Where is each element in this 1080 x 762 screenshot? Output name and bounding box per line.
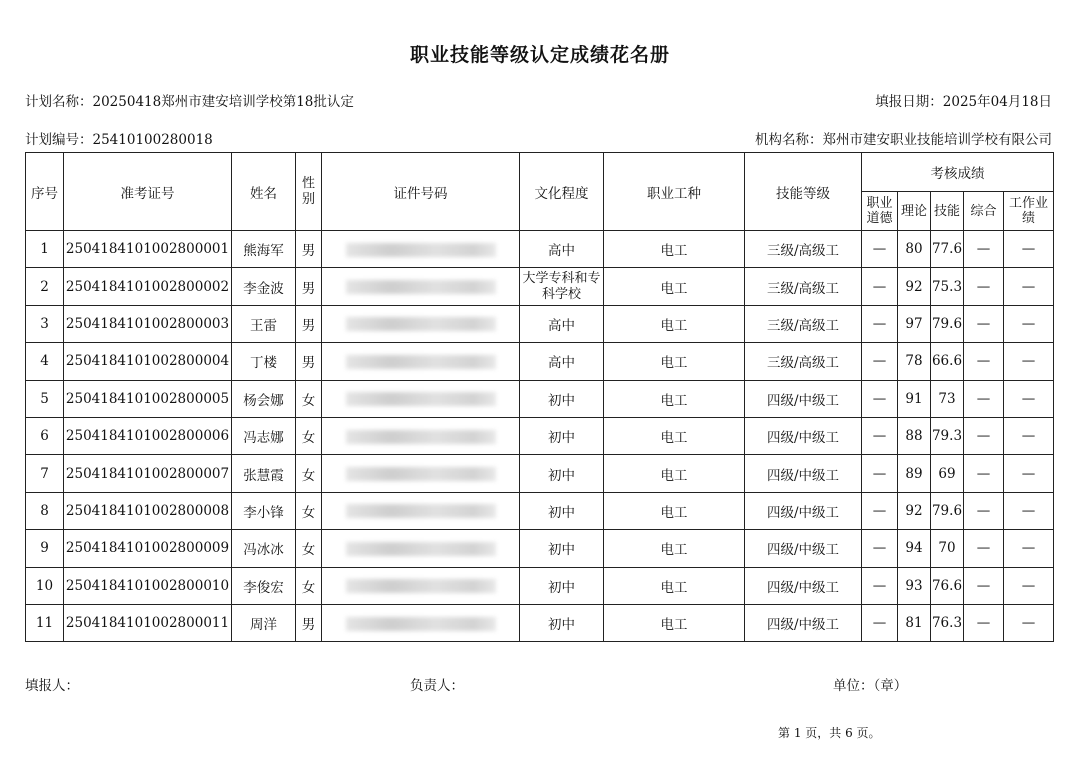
header-name: 姓名 [232,153,296,231]
cell-education: 初中 [520,417,604,454]
cell-overall: — [964,604,1004,641]
cell-seq: 10 [26,567,64,604]
cell-education: 高中 [520,305,604,342]
cell-name: 李小锋 [232,492,296,529]
header-overall: 综合 [964,192,1004,231]
redaction-blur [346,504,496,518]
redaction-blur [346,467,496,481]
table-row [26,604,1054,641]
cell-gender: 女 [296,567,322,604]
cell-ticket: 2504184101002800009 [64,530,232,567]
cell-seq: 6 [26,417,64,454]
org-name: 机构名称：郑州市建安职业技能培训学校有限公司 [755,132,1052,148]
table-row [26,492,1054,529]
cell-skill: 75.3 [931,268,964,305]
header-skill: 技能 [931,192,964,231]
id-number-redacted [322,268,520,305]
redaction-blur [346,280,496,294]
cell-ticket: 2504184101002800011 [64,604,232,641]
cell-gender: 女 [296,455,322,492]
cell-occupation: 电工 [604,268,745,305]
cell-occupation: 电工 [604,343,745,380]
cell-ethics: — [862,604,898,641]
cell-gender: 男 [296,268,322,305]
cell-seq: 7 [26,455,64,492]
cell-level: 四级/中级工 [745,604,862,641]
cell-occupation: 电工 [604,530,745,567]
id-number-redacted [322,604,520,641]
cell-theory: 91 [898,380,931,417]
table-row [26,567,1054,604]
header-scores: 考核成绩 [862,153,1054,192]
cell-ethics: — [862,492,898,529]
cell-theory: 81 [898,604,931,641]
cell-theory: 94 [898,530,931,567]
cell-work: — [1004,343,1054,380]
cell-skill: 79.3 [931,417,964,454]
cell-education: 大学专科和专科学校 [520,268,604,305]
cell-ethics: — [862,417,898,454]
redaction-blur [346,243,496,257]
cell-ethics: — [862,343,898,380]
cell-theory: 97 [898,305,931,342]
roster-body [26,231,1054,642]
id-number-redacted [322,343,520,380]
cell-name: 王雷 [232,305,296,342]
cell-work: — [1004,530,1054,567]
cell-ticket: 2504184101002800004 [64,343,232,380]
id-number-redacted [322,455,520,492]
redaction-blur [346,430,496,444]
cell-overall: — [964,417,1004,454]
cell-seq: 9 [26,530,64,567]
cell-education: 初中 [520,492,604,529]
filler-label: 填报人： [25,678,79,694]
cell-gender: 男 [296,343,322,380]
cell-skill: 66.6 [931,343,964,380]
cell-gender: 女 [296,492,322,529]
cell-ticket: 2504184101002800006 [64,417,232,454]
cell-seq: 5 [26,380,64,417]
cell-education: 初中 [520,604,604,641]
cell-ethics: — [862,455,898,492]
cell-occupation: 电工 [604,455,745,492]
header-gender: 性别 [296,153,322,231]
cell-theory: 93 [898,567,931,604]
cell-overall: — [964,343,1004,380]
cell-theory: 88 [898,417,931,454]
cell-occupation: 电工 [604,231,745,268]
cell-work: — [1004,417,1054,454]
cell-theory: 89 [898,455,931,492]
cell-overall: — [964,455,1004,492]
redaction-blur [346,317,496,331]
cell-name: 冯冰冰 [232,530,296,567]
cell-skill: 79.6 [931,492,964,529]
cell-occupation: 电工 [604,567,745,604]
page-number: 第 1 页，共 6 页。 [778,726,881,740]
cell-education: 初中 [520,380,604,417]
cell-work: — [1004,305,1054,342]
cell-work: — [1004,567,1054,604]
cell-level: 四级/中级工 [745,492,862,529]
cell-seq: 2 [26,268,64,305]
cell-overall: — [964,380,1004,417]
cell-ethics: — [862,567,898,604]
plan-name: 计划名称：20250418郑州市建安培训学校第18批认定 [25,94,354,110]
cell-overall: — [964,305,1004,342]
cell-occupation: 电工 [604,604,745,641]
cell-work: — [1004,604,1054,641]
cell-work: — [1004,492,1054,529]
cell-ticket: 2504184101002800007 [64,455,232,492]
cell-gender: 女 [296,530,322,567]
cell-work: — [1004,268,1054,305]
responsible-label: 负责人： [410,678,464,694]
cell-ticket: 2504184101002800003 [64,305,232,342]
id-number-redacted [322,567,520,604]
cell-seq: 4 [26,343,64,380]
cell-seq: 11 [26,604,64,641]
cell-skill: 73 [931,380,964,417]
redaction-blur [346,542,496,556]
cell-name: 周洋 [232,604,296,641]
cell-name: 丁楼 [232,343,296,380]
id-number-redacted [322,530,520,567]
header-occupation: 职业工种 [604,153,745,231]
cell-gender: 男 [296,231,322,268]
cell-skill: 79.6 [931,305,964,342]
cell-education: 初中 [520,455,604,492]
cell-level: 四级/中级工 [745,567,862,604]
id-number-redacted [322,380,520,417]
fill-date: 填报日期：2025年04月18日 [875,94,1052,110]
cell-overall: — [964,567,1004,604]
header-theory: 理论 [898,192,931,231]
cell-ethics: — [862,530,898,567]
header-work: 工作业绩 [1004,192,1054,231]
cell-theory: 80 [898,231,931,268]
cell-ethics: — [862,380,898,417]
cell-skill: 70 [931,530,964,567]
plan-number: 计划编号：25410100280018 [25,132,213,148]
cell-overall: — [964,231,1004,268]
cell-ticket: 2504184101002800010 [64,567,232,604]
cell-name: 李俊宏 [232,567,296,604]
cell-education: 高中 [520,343,604,380]
table-row [26,343,1054,380]
cell-skill: 76.3 [931,604,964,641]
cell-ethics: — [862,231,898,268]
cell-theory: 78 [898,343,931,380]
header-ethics: 职业道德 [862,192,898,231]
cell-occupation: 电工 [604,417,745,454]
cell-skill: 76.6 [931,567,964,604]
cell-name: 熊海军 [232,231,296,268]
cell-level: 三级/高级工 [745,231,862,268]
cell-ticket: 2504184101002800002 [64,268,232,305]
table-row [26,231,1054,268]
table-row [26,530,1054,567]
table-row [26,455,1054,492]
cell-overall: — [964,530,1004,567]
id-number-redacted [322,231,520,268]
redaction-blur [346,355,496,369]
cell-work: — [1004,380,1054,417]
cell-gender: 男 [296,604,322,641]
cell-seq: 3 [26,305,64,342]
redaction-blur [346,392,496,406]
table-row [26,380,1054,417]
table-row [26,268,1054,305]
header-seq: 序号 [26,153,64,231]
cell-name: 李金波 [232,268,296,305]
cell-overall: — [964,268,1004,305]
redaction-blur [346,579,496,593]
header-level: 技能等级 [745,153,862,231]
cell-seq: 1 [26,231,64,268]
table-row [26,417,1054,454]
cell-theory: 92 [898,268,931,305]
cell-level: 三级/高级工 [745,268,862,305]
header-ticket: 准考证号 [64,153,232,231]
cell-level: 三级/高级工 [745,343,862,380]
document-title: 职业技能等级认定成绩花名册 [409,44,670,66]
cell-ethics: — [862,268,898,305]
cell-gender: 女 [296,417,322,454]
cell-name: 杨会娜 [232,380,296,417]
cell-level: 四级/中级工 [745,380,862,417]
cell-level: 四级/中级工 [745,530,862,567]
cell-occupation: 电工 [604,305,745,342]
cell-education: 初中 [520,530,604,567]
cell-gender: 女 [296,380,322,417]
cell-ticket: 2504184101002800005 [64,380,232,417]
cell-skill: 69 [931,455,964,492]
cell-level: 三级/高级工 [745,305,862,342]
cell-name: 张慧霞 [232,455,296,492]
cell-work: — [1004,455,1054,492]
header-education: 文化程度 [520,153,604,231]
cell-education: 高中 [520,231,604,268]
id-number-redacted [322,492,520,529]
score-roster-table [25,152,1054,642]
unit-seal-label: 单位：（章） [833,678,908,694]
id-number-redacted [322,417,520,454]
cell-overall: — [964,492,1004,529]
cell-seq: 8 [26,492,64,529]
cell-theory: 92 [898,492,931,529]
cell-education: 初中 [520,567,604,604]
cell-gender: 男 [296,305,322,342]
cell-ethics: — [862,305,898,342]
cell-occupation: 电工 [604,380,745,417]
cell-name: 冯志娜 [232,417,296,454]
cell-skill: 77.6 [931,231,964,268]
cell-level: 四级/中级工 [745,455,862,492]
cell-occupation: 电工 [604,492,745,529]
cell-ticket: 2504184101002800001 [64,231,232,268]
header-id: 证件号码 [322,153,520,231]
id-number-redacted [322,305,520,342]
cell-level: 四级/中级工 [745,417,862,454]
cell-ticket: 2504184101002800008 [64,492,232,529]
table-row [26,305,1054,342]
redaction-blur [346,617,496,631]
cell-work: — [1004,231,1054,268]
